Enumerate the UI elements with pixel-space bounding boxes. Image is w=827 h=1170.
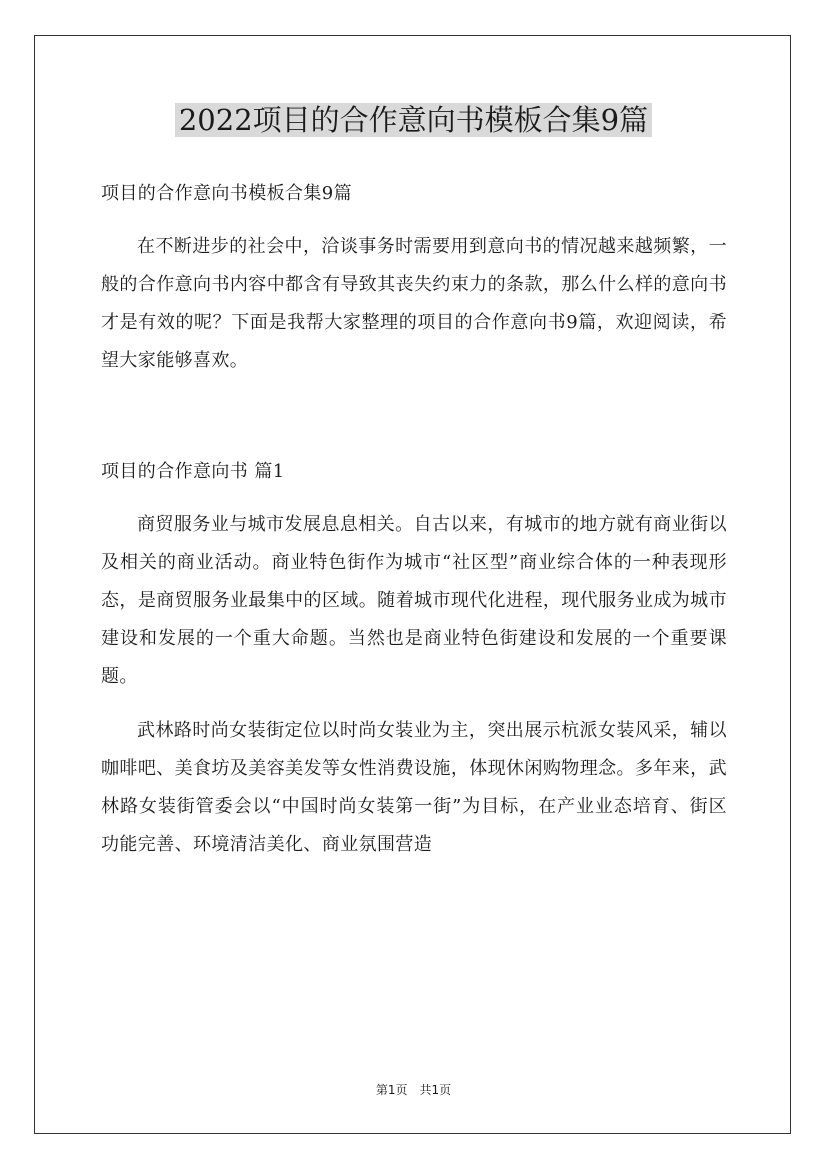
- spacer: [101, 212, 727, 228]
- body-paragraph: 商贸服务业与城市发展息息相关。自古以来，有城市的地方就有商业街以及相关的商业活动。商业特色街作为城市“社区型”商业综合体的一种表现形态，是商贸服务业最集中的区域。随着城市现代化进程，现代服务业成为城市建设和发展的一个重大命题。当然也是商业特色街建设和发展的一个重要课题。: [101, 514, 727, 687]
- document-title: [0, 100, 827, 140]
- document-title-text: 2022项目的合作意向书模板合集9篇: [175, 103, 652, 137]
- document-subtitle: 项目的合作意向书模板合集9篇: [101, 183, 353, 204]
- spacer: [101, 696, 727, 712]
- spacer: [101, 490, 727, 506]
- spacer: [101, 380, 727, 454]
- document-body: [101, 176, 727, 864]
- page-footer: 第1页 共1页: [375, 1083, 452, 1097]
- intro-paragraph: 在不断进步的社会中，洽谈事务时需要用到意向书的情况越来越频繁，一般的合作意向书内容中都含有导致其丧失约束力的条款，那么什么样的意向书才是有效的呢？下面是我帮大家整理的项目的合作意向书9篇，欢迎阅读，希望大家能够喜欢。: [101, 236, 727, 371]
- body-paragraph: 武林路时尚女装街定位以时尚女装业为主，突出展示杭派女装风采，辅以咖啡吧、美食坊及美容美发等女性消费设施，体现休闲购物理念。多年来，武林路女装街管委会以“中国时尚女装第一街”为目标，在产业业态培育、街区功能完善、环境清洁美化、商业氛围营造: [101, 720, 727, 855]
- section-heading: 项目的合作意向书 篇1: [101, 461, 285, 482]
